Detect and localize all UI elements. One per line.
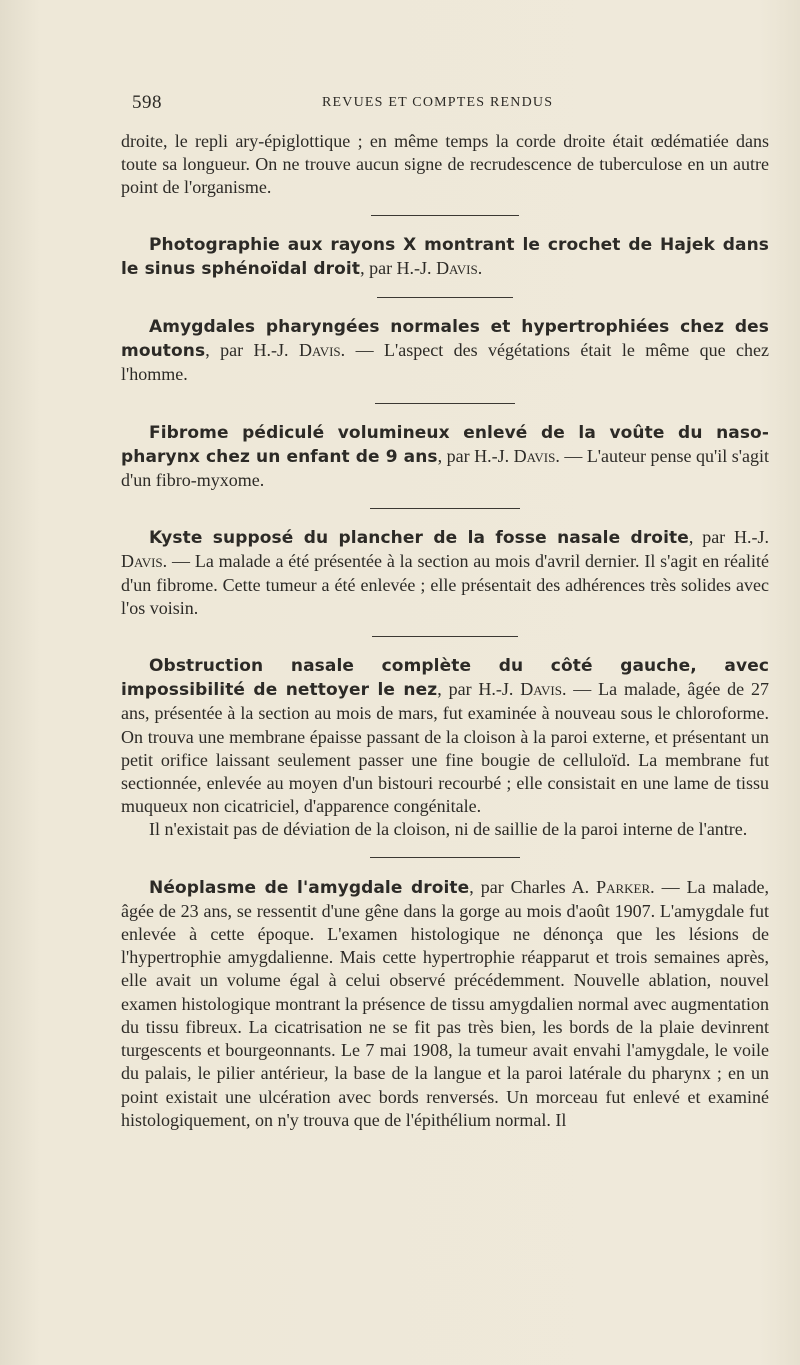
separator-rule	[377, 297, 513, 298]
entry-author: Davis	[520, 679, 562, 700]
entry-author: Davis	[121, 551, 163, 572]
page-number: 598	[132, 92, 162, 113]
separator-rule	[370, 508, 520, 509]
entry-fibrome-pedicule	[121, 421, 769, 493]
entry-title: Néoplasme de l'amygdale droite	[149, 877, 470, 898]
entry-byline: , par H.-J.	[205, 340, 299, 361]
entry-byline: , par H.-J.	[688, 527, 770, 548]
intro-paragraph: droite, le repli ary-épiglottique ; en même temps la corde droite était œdématiée dans toute sa longueur. On ne trouve aucun signe de recrudescence de tuberculose en un autre point de l'organisme.	[121, 131, 769, 198]
entry-byline: , par H.-J.	[437, 445, 514, 466]
entry-author: Davis	[513, 445, 556, 466]
entry-byline: , par Charles A.	[469, 876, 597, 897]
entry-title: Fibrome pédiculé volumineux enlevé de la voûte du naso-pharynx chez un enfant de 9 ans	[121, 422, 769, 467]
separator-rule	[375, 403, 515, 404]
entry-kyste-suppose	[121, 526, 769, 620]
entry-author: Davis	[436, 257, 478, 278]
running-title: REVUES ET COMPTES RENDUS	[322, 95, 554, 110]
separator-rule	[370, 857, 520, 858]
entry-neoplasme-amygdale	[121, 876, 769, 1132]
entry-title: Kyste supposé du plancher de la fosse nasale droite	[149, 528, 689, 549]
entry-body: .	[477, 257, 483, 278]
entry-title: Amygdales pharyngées normales et hypertrophiées chez des moutons	[121, 317, 769, 362]
entry-body: . — La malade, âgée de 27 ans, présentée à la section au mois de mars, fut examinée à nouveau sous le chloroforme. On trouva une membrane épaisse passant de la cloison à la paroi externe, et présentant un petit orifice laissant seulement passer une fine bougie de celluloïd. La membrane fut sectionnée, enlevée au moyen d'un bistouri recourbé ; elle consistait en une lame de tissu muqueux non cicatriciel, d'apparence congénitale.	[121, 679, 770, 817]
entry-amygdales-moutons	[121, 315, 769, 387]
page-header	[132, 92, 770, 116]
entry-hajek-xray	[121, 233, 769, 281]
entry-body: . — L'aspect des végétations était le même que chez l'homme.	[121, 340, 770, 385]
entry-title: Obstruction nasale complète du côté gauche, avec impossibilité de nettoyer le nez	[121, 656, 769, 701]
entry-body: . — L'auteur pense qu'il s'agit d'un fibro-myxome.	[121, 445, 769, 491]
entry-author: Davis	[298, 340, 341, 361]
entry-obstruction-nasale-continued: Il n'existait pas de déviation de la cloison, ni de saillie de la paroi interne de l'antre.	[149, 819, 748, 840]
separator-rule	[372, 636, 518, 637]
separator-rule	[371, 215, 519, 216]
entry-body: . — La malade a été présentée à la section au mois d'avril dernier. Il s'agit en réalité d'un fibrome. Cette tumeur a été enlevée ; elle présentait des adhérences très solides avec l'os voisin.	[121, 551, 769, 618]
entry-byline: , par H.-J.	[360, 257, 437, 278]
entry-byline: , par H.-J.	[437, 679, 521, 700]
page-body	[121, 130, 769, 1132]
entry-title: Photographie aux rayons X montrant le crochet de Hajek dans le sinus sphénoïdal droit	[121, 234, 769, 279]
entry-body: . — La malade, âgée de 23 ans, se ressentit d'une gêne dans la gorge au mois d'août 1907. L'amygdale fut enlevée à cette époque. L'examen histologique ne dénonça que les lésions de l'hypertrophie amygdalienne. Mais cette hypertrophie réapparut et trois semaines après, elle avait un volume égal à celui observé précédemment. Nouvelle ablation, nouvel examen histologique montrant la présence de tissu amygdalien normal avec augmentation du tissu fibreux. La cicatrisation ne se fit pas très bien, les bords de la plaie devinrent turgescents et bourgeonnants. Le 7 mai 1908, la tumeur avait envahi l'amygdale, le voile du palais, le pilier antérieur, la base de la langue et la paroi latérale du pharynx ; en un point existait une ulcération avec bords renversés. Un morceau fut enlevé et examiné histologiquement, on n'y trouva que de l'épithélium normal. Il	[121, 876, 769, 1130]
entry-author: Parker	[596, 876, 651, 897]
entry-obstruction-nasale	[121, 654, 769, 818]
